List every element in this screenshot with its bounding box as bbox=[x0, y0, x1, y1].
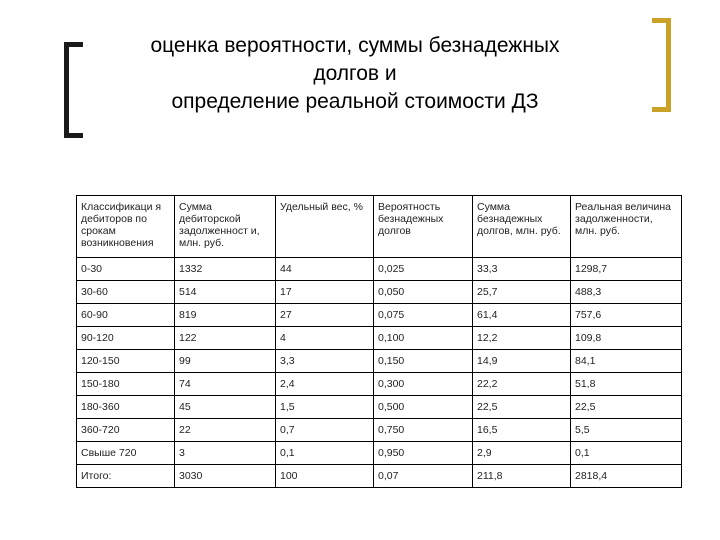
header-cell: Вероятность безнадежных долгов bbox=[374, 196, 473, 258]
table-cell: 0,1 bbox=[571, 442, 682, 465]
table-cell: 211,8 bbox=[473, 465, 571, 488]
table-cell: 90-120 bbox=[77, 327, 175, 350]
table-cell: 488,3 bbox=[571, 281, 682, 304]
table-cell: 22 bbox=[175, 419, 276, 442]
table-cell: 1298,7 bbox=[571, 258, 682, 281]
left-bracket-decoration bbox=[64, 42, 83, 138]
table-cell: 109,8 bbox=[571, 327, 682, 350]
table-cell: 99 bbox=[175, 350, 276, 373]
title-line-2: долгов и bbox=[313, 62, 397, 85]
table-row bbox=[77, 304, 682, 327]
table-header-row bbox=[77, 196, 682, 258]
receivables-table bbox=[76, 195, 682, 488]
table-body bbox=[77, 258, 682, 488]
table-cell: 0,075 bbox=[374, 304, 473, 327]
table-cell: 0,300 bbox=[374, 373, 473, 396]
table-row bbox=[77, 419, 682, 442]
table-row bbox=[77, 327, 682, 350]
table-row bbox=[77, 373, 682, 396]
table-cell: 100 bbox=[276, 465, 374, 488]
header-cell: Классификаци я дебиторов по срокам возникновения bbox=[77, 196, 175, 258]
table-cell: 0,050 bbox=[374, 281, 473, 304]
table-cell: 44 bbox=[276, 258, 374, 281]
table-cell: 84,1 bbox=[571, 350, 682, 373]
table-cell: 1,5 bbox=[276, 396, 374, 419]
table-cell: 45 bbox=[175, 396, 276, 419]
table-cell: 2818,4 bbox=[571, 465, 682, 488]
table-row bbox=[77, 465, 682, 488]
table-cell: 757,6 bbox=[571, 304, 682, 327]
table-row bbox=[77, 258, 682, 281]
table-cell: 22,5 bbox=[571, 396, 682, 419]
table-cell: 3030 bbox=[175, 465, 276, 488]
table-cell: Свыше 720 bbox=[77, 442, 175, 465]
table-cell: 150-180 bbox=[77, 373, 175, 396]
header-cell: Сумма дебиторской задолженност и, млн. руб. bbox=[175, 196, 276, 258]
table-cell: 2,9 bbox=[473, 442, 571, 465]
table-cell: 22,5 bbox=[473, 396, 571, 419]
table-cell: 51,8 bbox=[571, 373, 682, 396]
table-cell: 3 bbox=[175, 442, 276, 465]
table-cell: 17 bbox=[276, 281, 374, 304]
table-cell: 14,9 bbox=[473, 350, 571, 373]
table-cell: 22,2 bbox=[473, 373, 571, 396]
header-cell: Реальная величина задолженности, млн. руб. bbox=[571, 196, 682, 258]
table-cell: 180-360 bbox=[77, 396, 175, 419]
table-cell: 0,150 bbox=[374, 350, 473, 373]
table-cell: 0,025 bbox=[374, 258, 473, 281]
table-cell: 120-150 bbox=[77, 350, 175, 373]
table-cell: 25,7 bbox=[473, 281, 571, 304]
table-cell: Итого: bbox=[77, 465, 175, 488]
table-row bbox=[77, 442, 682, 465]
table-cell: 33,3 bbox=[473, 258, 571, 281]
table-cell: 0,1 bbox=[276, 442, 374, 465]
table-row bbox=[77, 396, 682, 419]
table-cell: 0,7 bbox=[276, 419, 374, 442]
table-row bbox=[77, 350, 682, 373]
title-line-3: определение реальной стоимости ДЗ bbox=[171, 90, 539, 113]
table-cell: 61,4 bbox=[473, 304, 571, 327]
table-cell: 16,5 bbox=[473, 419, 571, 442]
table-cell: 0,750 bbox=[374, 419, 473, 442]
table-cell: 360-720 bbox=[77, 419, 175, 442]
table-cell: 27 bbox=[276, 304, 374, 327]
table-cell: 1332 bbox=[175, 258, 276, 281]
title-line-1: оценка вероятности, суммы безнадежных bbox=[150, 34, 560, 57]
table-cell: 0,100 bbox=[374, 327, 473, 350]
table-cell: 5,5 bbox=[571, 419, 682, 442]
table-cell: 60-90 bbox=[77, 304, 175, 327]
table-row bbox=[77, 281, 682, 304]
table-cell: 0,500 bbox=[374, 396, 473, 419]
table-cell: 4 bbox=[276, 327, 374, 350]
right-bracket-decoration bbox=[652, 18, 671, 112]
table-cell: 0,07 bbox=[374, 465, 473, 488]
table-cell: 3,3 bbox=[276, 350, 374, 373]
header-cell: Удельный вес, % bbox=[276, 196, 374, 258]
table-cell: 2,4 bbox=[276, 373, 374, 396]
table-cell: 514 bbox=[175, 281, 276, 304]
header-cell: Сумма безнадежных долгов, млн. руб. bbox=[473, 196, 571, 258]
slide-title bbox=[100, 32, 610, 116]
table-cell: 819 bbox=[175, 304, 276, 327]
table-cell: 0-30 bbox=[77, 258, 175, 281]
table-cell: 0,950 bbox=[374, 442, 473, 465]
table-cell: 30-60 bbox=[77, 281, 175, 304]
table-cell: 12,2 bbox=[473, 327, 571, 350]
table-cell: 122 bbox=[175, 327, 276, 350]
table-cell: 74 bbox=[175, 373, 276, 396]
